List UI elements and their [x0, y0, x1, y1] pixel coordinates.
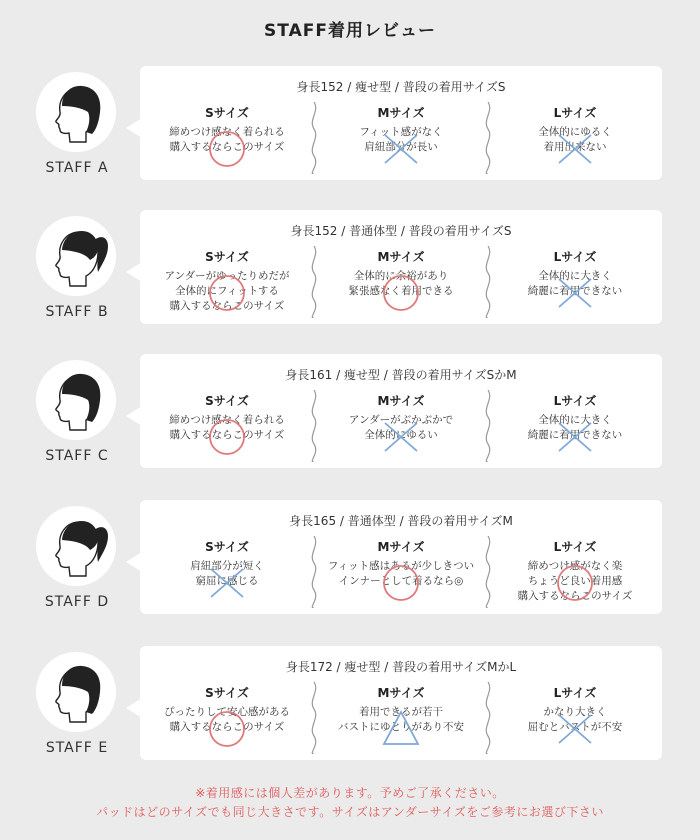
size-review-column	[140, 104, 314, 155]
size-comment-line: 窮屈に感じる	[195, 575, 259, 587]
size-comment-line: かなり大きく	[543, 706, 607, 718]
size-review-column	[140, 538, 314, 589]
note-line-1: ※着用感には個人差があります。予めご了承ください。	[195, 786, 505, 800]
size-comment-line: ちょうど良い着用感	[527, 575, 623, 587]
size-comment-line: 締めつけ感なく着られる	[169, 126, 285, 138]
size-comment-line: 締めつけ感なく着られる	[169, 414, 285, 426]
size-comment-line: 着用出来ない	[543, 141, 607, 153]
size-name: Lサイズ	[553, 540, 597, 554]
staff-label: STAFF A	[45, 160, 109, 176]
size-comment-line: インナーとして着るなら◎	[338, 575, 464, 587]
review-card	[140, 500, 662, 614]
size-review-column	[314, 392, 488, 443]
cross-mark-icon	[378, 126, 424, 172]
circle-mark-icon	[552, 560, 598, 606]
staff-row	[0, 354, 700, 474]
size-comment-line: 肩紐部分が長い	[364, 141, 438, 153]
wavy-divider	[308, 246, 320, 322]
staff-profile: 身長161 / 痩せ型 / 普段の着用サイズSかM	[285, 368, 517, 382]
size-comment-line: 緊張感なく着用できる	[348, 285, 454, 297]
staff-profile: 身長165 / 普通体型 / 普段の着用サイズM	[289, 514, 513, 528]
size-comment-line: 購入するならこのサイズ	[169, 721, 285, 733]
size-review-column	[314, 538, 488, 589]
size-comment-line: 購入するならこのサイズ	[169, 429, 285, 441]
size-review-column	[314, 104, 488, 155]
circle-mark-icon	[204, 270, 250, 316]
size-comment-line: フィット感がなく	[359, 126, 443, 138]
size-review-column	[488, 538, 662, 604]
size-comment-line: 着用できるが若干	[359, 706, 443, 718]
size-name: Sサイズ	[205, 250, 249, 264]
size-name: Sサイズ	[205, 686, 249, 700]
circle-mark-icon	[378, 270, 424, 316]
wavy-divider	[308, 536, 320, 612]
size-name: Mサイズ	[377, 250, 425, 264]
staff-label: STAFF B	[45, 304, 109, 320]
staff-label: STAFF E	[45, 740, 109, 756]
size-review-column	[314, 248, 488, 299]
wavy-divider	[482, 246, 494, 322]
staff-row	[0, 500, 700, 620]
size-comment-line: 全体的にフィットする	[175, 285, 279, 297]
wavy-divider	[308, 390, 320, 466]
size-comment-line: 購入するならこのサイズ	[517, 590, 633, 602]
wavy-divider	[482, 102, 494, 178]
cross-mark-icon	[378, 414, 424, 460]
size-review-column	[488, 392, 662, 443]
staff-row	[0, 210, 700, 330]
size-comment-line: アンダーがぶかぶかで	[348, 414, 454, 426]
page-title: STAFF着用レビュー	[264, 21, 436, 41]
review-card	[140, 354, 662, 468]
size-name: Lサイズ	[553, 250, 597, 264]
staff-profile: 身長152 / 普通体型 / 普段の着用サイズS	[290, 224, 512, 238]
size-comment-line: 締めつけ感がなく楽	[527, 560, 623, 572]
size-comment-line: バストにゆとりがあり不安	[338, 721, 464, 733]
triangle-mark-icon	[378, 706, 424, 752]
staff-label: STAFF D	[44, 594, 110, 610]
size-comment-line: 綺麗に着用できない	[527, 429, 623, 441]
cross-mark-icon	[552, 414, 598, 460]
staff-row	[0, 66, 700, 186]
size-name: Lサイズ	[553, 686, 597, 700]
wavy-divider	[308, 102, 320, 178]
size-name: Lサイズ	[553, 106, 597, 120]
size-comment-line: フィット感はあるが少しきつい	[327, 560, 475, 572]
size-name: Mサイズ	[377, 106, 425, 120]
circle-mark-icon	[204, 706, 250, 752]
review-card	[140, 210, 662, 324]
circle-mark-icon	[204, 126, 250, 172]
staff-avatar-icon	[36, 216, 116, 296]
size-name: Sサイズ	[205, 540, 249, 554]
staff-label: STAFF C	[45, 448, 109, 464]
size-comment-line: アンダーがゆったりめだが	[164, 270, 290, 282]
cross-mark-icon	[552, 706, 598, 752]
staff-avatar-icon	[36, 652, 116, 732]
size-review-column	[140, 684, 314, 735]
review-card	[140, 646, 662, 760]
size-name: Mサイズ	[377, 540, 425, 554]
circle-mark-icon	[378, 560, 424, 606]
circle-mark-icon	[204, 414, 250, 460]
size-review-column	[488, 248, 662, 299]
cross-mark-icon	[552, 270, 598, 316]
note-line-2: パッドはどのサイズでも同じ大きさです。サイズはアンダーサイズをご参考にお選び下さい	[96, 805, 604, 819]
staff-profile: 身長152 / 痩せ型 / 普段の着用サイズS	[296, 80, 506, 94]
size-name: Sサイズ	[205, 394, 249, 408]
cross-mark-icon	[204, 560, 250, 606]
size-comment-line: 全体的に大きく	[538, 414, 612, 426]
size-name: Mサイズ	[377, 394, 425, 408]
size-review-column	[488, 684, 662, 735]
size-comment-line: 全体的に余裕があり	[353, 270, 449, 282]
staff-avatar-icon	[36, 506, 116, 586]
staff-avatar-icon	[36, 360, 116, 440]
staff-profile: 身長172 / 痩せ型 / 普段の着用サイズMかL	[285, 660, 517, 674]
size-name: Sサイズ	[205, 106, 249, 120]
cross-mark-icon	[552, 126, 598, 172]
size-name: Mサイズ	[377, 686, 425, 700]
size-review-column	[488, 104, 662, 155]
size-comment-line: 購入するならこのサイズ	[169, 141, 285, 153]
staff-avatar-icon	[36, 72, 116, 152]
size-comment-line: 肩紐部分が短く	[190, 560, 264, 572]
size-comment-line: ぴったりして安心感がある	[164, 706, 290, 718]
size-comment-line: 購入するならこのサイズ	[169, 300, 285, 312]
staff-row	[0, 646, 700, 766]
size-comment-line: 屈むとバストが不安	[527, 721, 623, 733]
wavy-divider	[308, 682, 320, 758]
size-comment-line: 全体的にゆるく	[538, 126, 612, 138]
size-comment-line: 全体的にゆるい	[364, 429, 438, 441]
size-name: Lサイズ	[553, 394, 597, 408]
wavy-divider	[482, 536, 494, 612]
size-review-column	[140, 392, 314, 443]
size-review-column	[314, 684, 488, 735]
size-review-column	[140, 248, 314, 314]
size-comment-line: 綺麗に着用できない	[527, 285, 623, 297]
size-comment-line: 全体的に大きく	[538, 270, 612, 282]
review-card	[140, 66, 662, 180]
wavy-divider	[482, 682, 494, 758]
wavy-divider	[482, 390, 494, 466]
